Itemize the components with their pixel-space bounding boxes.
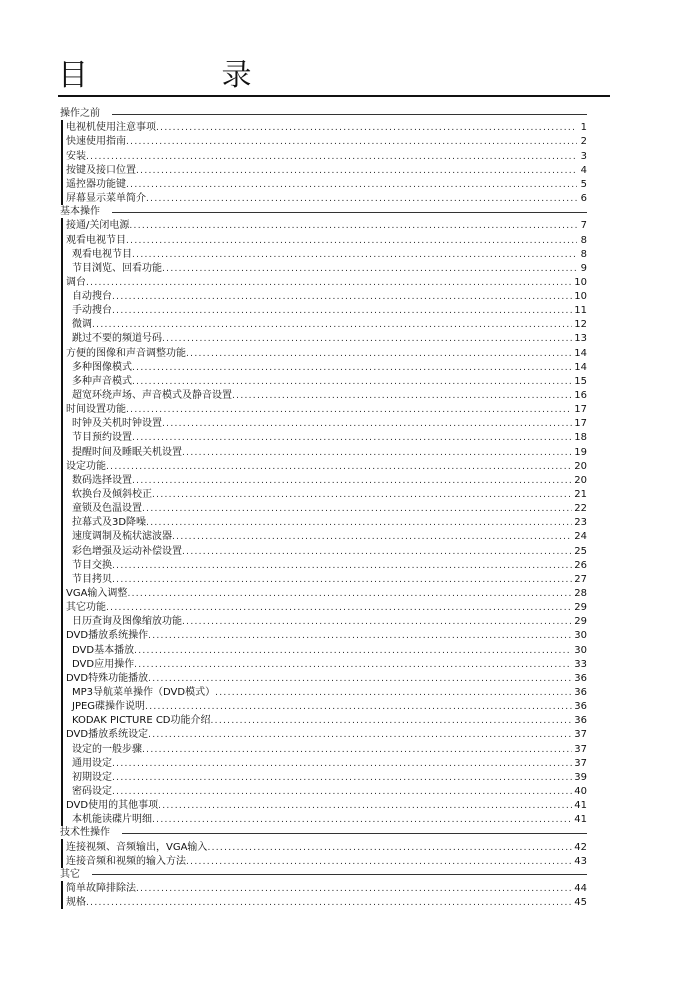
toc-section-label: 其它 [60, 868, 80, 880]
dot-leader [112, 759, 572, 770]
dot-leader [92, 320, 572, 331]
toc-page-number: 8 [580, 248, 587, 260]
dot-leader [86, 898, 572, 909]
toc-entry-title: JPEG碟操作说明 [72, 701, 146, 713]
dot-leader [186, 349, 572, 360]
toc-page-number: 15 [574, 375, 587, 387]
toc-section-header [60, 826, 587, 839]
toc-entry-title: DVD特殊功能播放 [66, 672, 149, 684]
toc-entry-title: 快速使用指南 [66, 136, 126, 148]
toc-page-number: 45 [574, 897, 587, 909]
toc-subentry [63, 416, 587, 430]
dot-leader [136, 884, 572, 895]
toc-page-number: 22 [574, 503, 587, 515]
toc-page-number: 30 [574, 630, 587, 642]
toc-section-label: 技术性操作 [60, 827, 110, 839]
toc-entry-title: 连接音频和视频的输入方法 [66, 855, 186, 867]
toc-page-number: 36 [574, 701, 587, 713]
toc-subentry [63, 317, 587, 331]
toc-entry-title: 数码选择设置 [72, 474, 132, 486]
dot-leader [132, 250, 577, 261]
dot-leader [86, 278, 572, 289]
toc-entry-title: 提醒时间及睡眠关机设置 [72, 446, 182, 458]
toc-page-number: 37 [574, 743, 587, 755]
dot-leader [136, 166, 577, 177]
toc-subentry [63, 289, 587, 303]
toc-subentry [63, 699, 587, 713]
toc-entry-title: 速度调制及梳状滤波器 [72, 531, 172, 543]
toc-subentry [63, 374, 587, 388]
toc-page-number: 39 [574, 771, 587, 783]
dot-leader [112, 306, 572, 317]
toc-page-number: 4 [580, 164, 587, 176]
toc-entry-title: 自动搜台 [72, 291, 112, 303]
toc-entry-title: 观看电视节目 [72, 248, 132, 260]
toc-entry-title: 彩色增强及运动补偿设置 [72, 545, 182, 557]
toc-subentry [63, 501, 587, 515]
toc-page-number: 20 [574, 460, 587, 472]
toc-entry-title: 设定的一般步骤 [72, 743, 142, 755]
dot-leader [112, 773, 572, 784]
dot-leader [132, 377, 572, 388]
dot-leader [126, 405, 572, 416]
dot-leader [158, 801, 572, 812]
table-of-contents [60, 107, 587, 909]
dot-leader [146, 518, 572, 529]
toc-subentry [63, 572, 587, 586]
toc-entry-title: 多种图像模式 [72, 361, 132, 373]
toc-subentry [63, 642, 587, 656]
toc-page-number: 29 [574, 616, 587, 628]
dot-leader [132, 363, 572, 374]
toc-page-number: 2 [580, 136, 587, 148]
toc-entry-title: KODAK PICTURE CD功能介绍 [72, 715, 211, 727]
toc-entry [63, 191, 587, 205]
dot-leader [148, 730, 572, 741]
toc-section-header [60, 107, 587, 120]
toc-entry-title: 时钟及关机时钟设置 [72, 418, 162, 430]
toc-page-number: 3 [580, 150, 587, 162]
toc-entry [63, 275, 587, 289]
dot-leader [132, 433, 572, 444]
toc-entry [63, 459, 587, 473]
toc-subentry [63, 685, 587, 699]
toc-page-number: 17 [574, 418, 587, 430]
toc-page-number: 23 [574, 517, 587, 529]
toc-entry-title: 安装 [66, 150, 86, 162]
toc-entry-title: 初期设定 [72, 771, 112, 783]
toc-entry-title: 密码设定 [72, 785, 112, 797]
toc-section-header [60, 868, 587, 881]
toc-entry-title: 方便的图像和声音调整功能 [66, 347, 186, 359]
toc-entry-title: 通用设定 [72, 757, 112, 769]
toc-subentry [63, 558, 587, 572]
toc-entry [63, 798, 587, 812]
dot-leader [126, 137, 577, 148]
dot-leader [134, 646, 572, 657]
toc-page-number: 14 [574, 361, 587, 373]
dot-leader [232, 391, 572, 402]
toc-page-number: 13 [574, 333, 587, 345]
dot-leader [186, 857, 572, 868]
toc-section-entries [61, 881, 587, 909]
dot-leader [112, 561, 572, 572]
toc-page-number: 12 [574, 319, 587, 331]
toc-entry-title: 节目预约设置 [72, 432, 132, 444]
toc-entry [63, 839, 587, 853]
toc-subentry [63, 713, 587, 727]
toc-page-number: 25 [574, 545, 587, 557]
dot-leader [152, 490, 572, 501]
toc-entry-title: 日历查询及图像缩放功能 [72, 616, 182, 628]
toc-page-number: 36 [574, 672, 587, 684]
dot-leader [148, 631, 572, 642]
toc-subentry [63, 515, 587, 529]
toc-entry [63, 586, 587, 600]
toc-entry-title: 跳过不要的频道号码 [72, 333, 162, 345]
dot-leader [112, 575, 572, 586]
toc-entry [63, 854, 587, 868]
dot-leader [172, 532, 572, 543]
toc-page-number: 21 [574, 489, 587, 501]
toc-section-rule [112, 114, 587, 115]
toc-entry-title: 拉幕式及3D降噪 [72, 517, 147, 529]
toc-section-entries [61, 218, 587, 826]
toc-section-rule [122, 833, 587, 834]
toc-entry-title: 规格 [66, 897, 86, 909]
toc-section-label: 基本操作 [60, 206, 100, 218]
toc-entry-title: 观看电视节目 [66, 234, 126, 246]
toc-subentry [63, 303, 587, 317]
toc-page-number: 11 [574, 305, 587, 317]
toc-section-rule [112, 212, 587, 213]
toc-entry-title: 调台 [66, 276, 86, 288]
dot-leader [156, 123, 577, 134]
toc-entry-title: 遥控器功能键 [66, 178, 126, 190]
toc-entry-title: 手动搜台 [72, 305, 112, 317]
toc-entry [63, 881, 587, 895]
toc-subentry [63, 741, 587, 755]
toc-section-label: 操作之前 [60, 108, 100, 120]
toc-entry [63, 177, 587, 191]
toc-page-number: 19 [574, 446, 587, 458]
toc-entry-title: 电视机使用注意事项 [66, 122, 156, 134]
toc-page-number: 37 [574, 757, 587, 769]
dot-leader [152, 815, 572, 826]
toc-entry-title: VGA输入调整 [66, 588, 128, 600]
toc-page-number: 41 [574, 800, 587, 812]
toc-page-number: 5 [580, 178, 587, 190]
toc-entry-title: 多种声音模式 [72, 375, 132, 387]
dot-leader [142, 504, 572, 515]
dot-leader [106, 462, 572, 473]
toc-entry-title: 节目拷贝 [72, 573, 112, 585]
toc-section-header [60, 205, 587, 218]
toc-entry [63, 218, 587, 232]
dot-leader [127, 589, 572, 600]
toc-entry-title: 简单故障排除法 [66, 883, 136, 895]
toc-entry-title: 软换台及倾斜校正 [72, 489, 152, 501]
toc-subentry [63, 360, 587, 374]
dot-leader [162, 264, 577, 275]
toc-page-number: 9 [580, 262, 587, 274]
dot-leader [182, 617, 572, 628]
toc-page-number: 28 [574, 588, 587, 600]
toc-page-number: 44 [574, 883, 587, 895]
dot-leader [106, 603, 572, 614]
toc-subentry [63, 756, 587, 770]
toc-subentry [63, 657, 587, 671]
toc-page-number: 33 [574, 658, 587, 670]
toc-entry [63, 402, 587, 416]
toc-entry-title: 节目交换 [72, 559, 112, 571]
toc-entry-title: 屏幕显示菜单简介 [66, 193, 146, 205]
toc-page-number: 16 [574, 390, 587, 402]
toc-page-number: 24 [574, 531, 587, 543]
toc-entry-title: 设定功能 [66, 460, 106, 472]
toc-entry-title: 微调 [72, 319, 92, 331]
toc-entry [63, 120, 587, 134]
toc-entry [63, 134, 587, 148]
toc-subentry [63, 473, 587, 487]
toc-page-number: 14 [574, 347, 587, 359]
toc-section-entries [61, 120, 587, 205]
toc-page-number: 42 [574, 841, 587, 853]
toc-page-number: 20 [574, 474, 587, 486]
toc-page-number: 26 [574, 559, 587, 571]
toc-entry [63, 727, 587, 741]
toc-entry-title: DVD基本播放 [72, 644, 135, 656]
toc-page-number: 10 [574, 276, 587, 288]
toc-entry [63, 345, 587, 359]
dot-leader [126, 236, 577, 247]
dot-leader [182, 547, 572, 558]
title-underline [58, 95, 610, 97]
toc-page-number: 1 [580, 122, 587, 134]
toc-page-number: 17 [574, 404, 587, 416]
toc-page-number: 8 [580, 234, 587, 246]
toc-subentry [63, 444, 587, 458]
dot-leader [162, 334, 572, 345]
toc-page-number: 40 [574, 785, 587, 797]
toc-subentry [63, 784, 587, 798]
toc-subentry [63, 430, 587, 444]
toc-subentry [63, 812, 587, 826]
page-title: 目 录 [58, 58, 314, 93]
toc-entry-title: 超宽环绕声场、声音模式及静音设置 [72, 390, 232, 402]
toc-page-number: 10 [574, 291, 587, 303]
toc-entry-title: 接通/关闭电源 [66, 220, 130, 232]
dot-leader [215, 688, 572, 699]
toc-page-number: 18 [574, 432, 587, 444]
toc-entry [63, 163, 587, 177]
toc-entry-title: DVD播放系统设定 [66, 729, 149, 741]
toc-page-number: 7 [580, 220, 587, 232]
toc-page-number: 36 [574, 715, 587, 727]
toc-subentry [63, 261, 587, 275]
toc-page-number: 6 [580, 193, 587, 205]
toc-entry-title: 本机能读碟片明细 [72, 814, 152, 826]
dot-leader [182, 448, 572, 459]
toc-entry-title: DVD使用的其他事项 [66, 800, 159, 812]
toc-entry-title: 其它功能 [66, 602, 106, 614]
toc-entry [63, 148, 587, 162]
toc-entry-title: 节目浏览、回看功能 [72, 262, 162, 274]
toc-entry [63, 671, 587, 685]
dot-leader [126, 180, 577, 191]
toc-page-number: 29 [574, 602, 587, 614]
dot-leader [134, 660, 572, 671]
dot-leader [211, 716, 573, 727]
toc-entry-title: MP3导航菜单操作（DVD模式） [72, 687, 216, 698]
dot-leader [142, 745, 572, 756]
toc-entry-title: 时间设置功能 [66, 404, 126, 416]
toc-page-number: 43 [574, 855, 587, 867]
dot-leader [145, 702, 572, 713]
dot-leader [148, 674, 572, 685]
toc-page-number: 27 [574, 573, 587, 585]
dot-leader [112, 292, 572, 303]
toc-subentry [63, 331, 587, 345]
toc-subentry [63, 247, 587, 261]
toc-subentry [63, 388, 587, 402]
toc-page-number: 36 [574, 687, 587, 698]
toc-entry [63, 600, 587, 614]
toc-subentry [63, 487, 587, 501]
dot-leader [132, 476, 572, 487]
toc-entry-title: 按键及接口位置 [66, 164, 136, 176]
toc-entry [63, 232, 587, 246]
toc-subentry [63, 543, 587, 557]
dot-leader [162, 419, 572, 430]
toc-subentry [63, 529, 587, 543]
toc-entry-title: DVD应用操作 [72, 658, 135, 670]
dot-leader [207, 843, 572, 854]
toc-entry-title: DVD播放系统操作 [66, 630, 149, 642]
toc-section-rule [92, 874, 587, 875]
dot-leader [146, 194, 577, 205]
toc-subentry [63, 770, 587, 784]
toc-subentry [63, 614, 587, 628]
toc-section-entries [61, 839, 587, 867]
toc-entry-title: 连接视频、音频输出，VGA输入 [66, 841, 208, 853]
dot-leader [112, 787, 572, 798]
toc-entry-title: 童锁及色温设置 [72, 503, 142, 515]
toc-entry [63, 628, 587, 642]
dot-leader [129, 221, 577, 232]
toc-entry [63, 895, 587, 909]
toc-page-number: 37 [574, 729, 587, 741]
dot-leader [86, 152, 577, 163]
toc-page-number: 30 [574, 644, 587, 656]
toc-page-number: 41 [574, 814, 587, 826]
